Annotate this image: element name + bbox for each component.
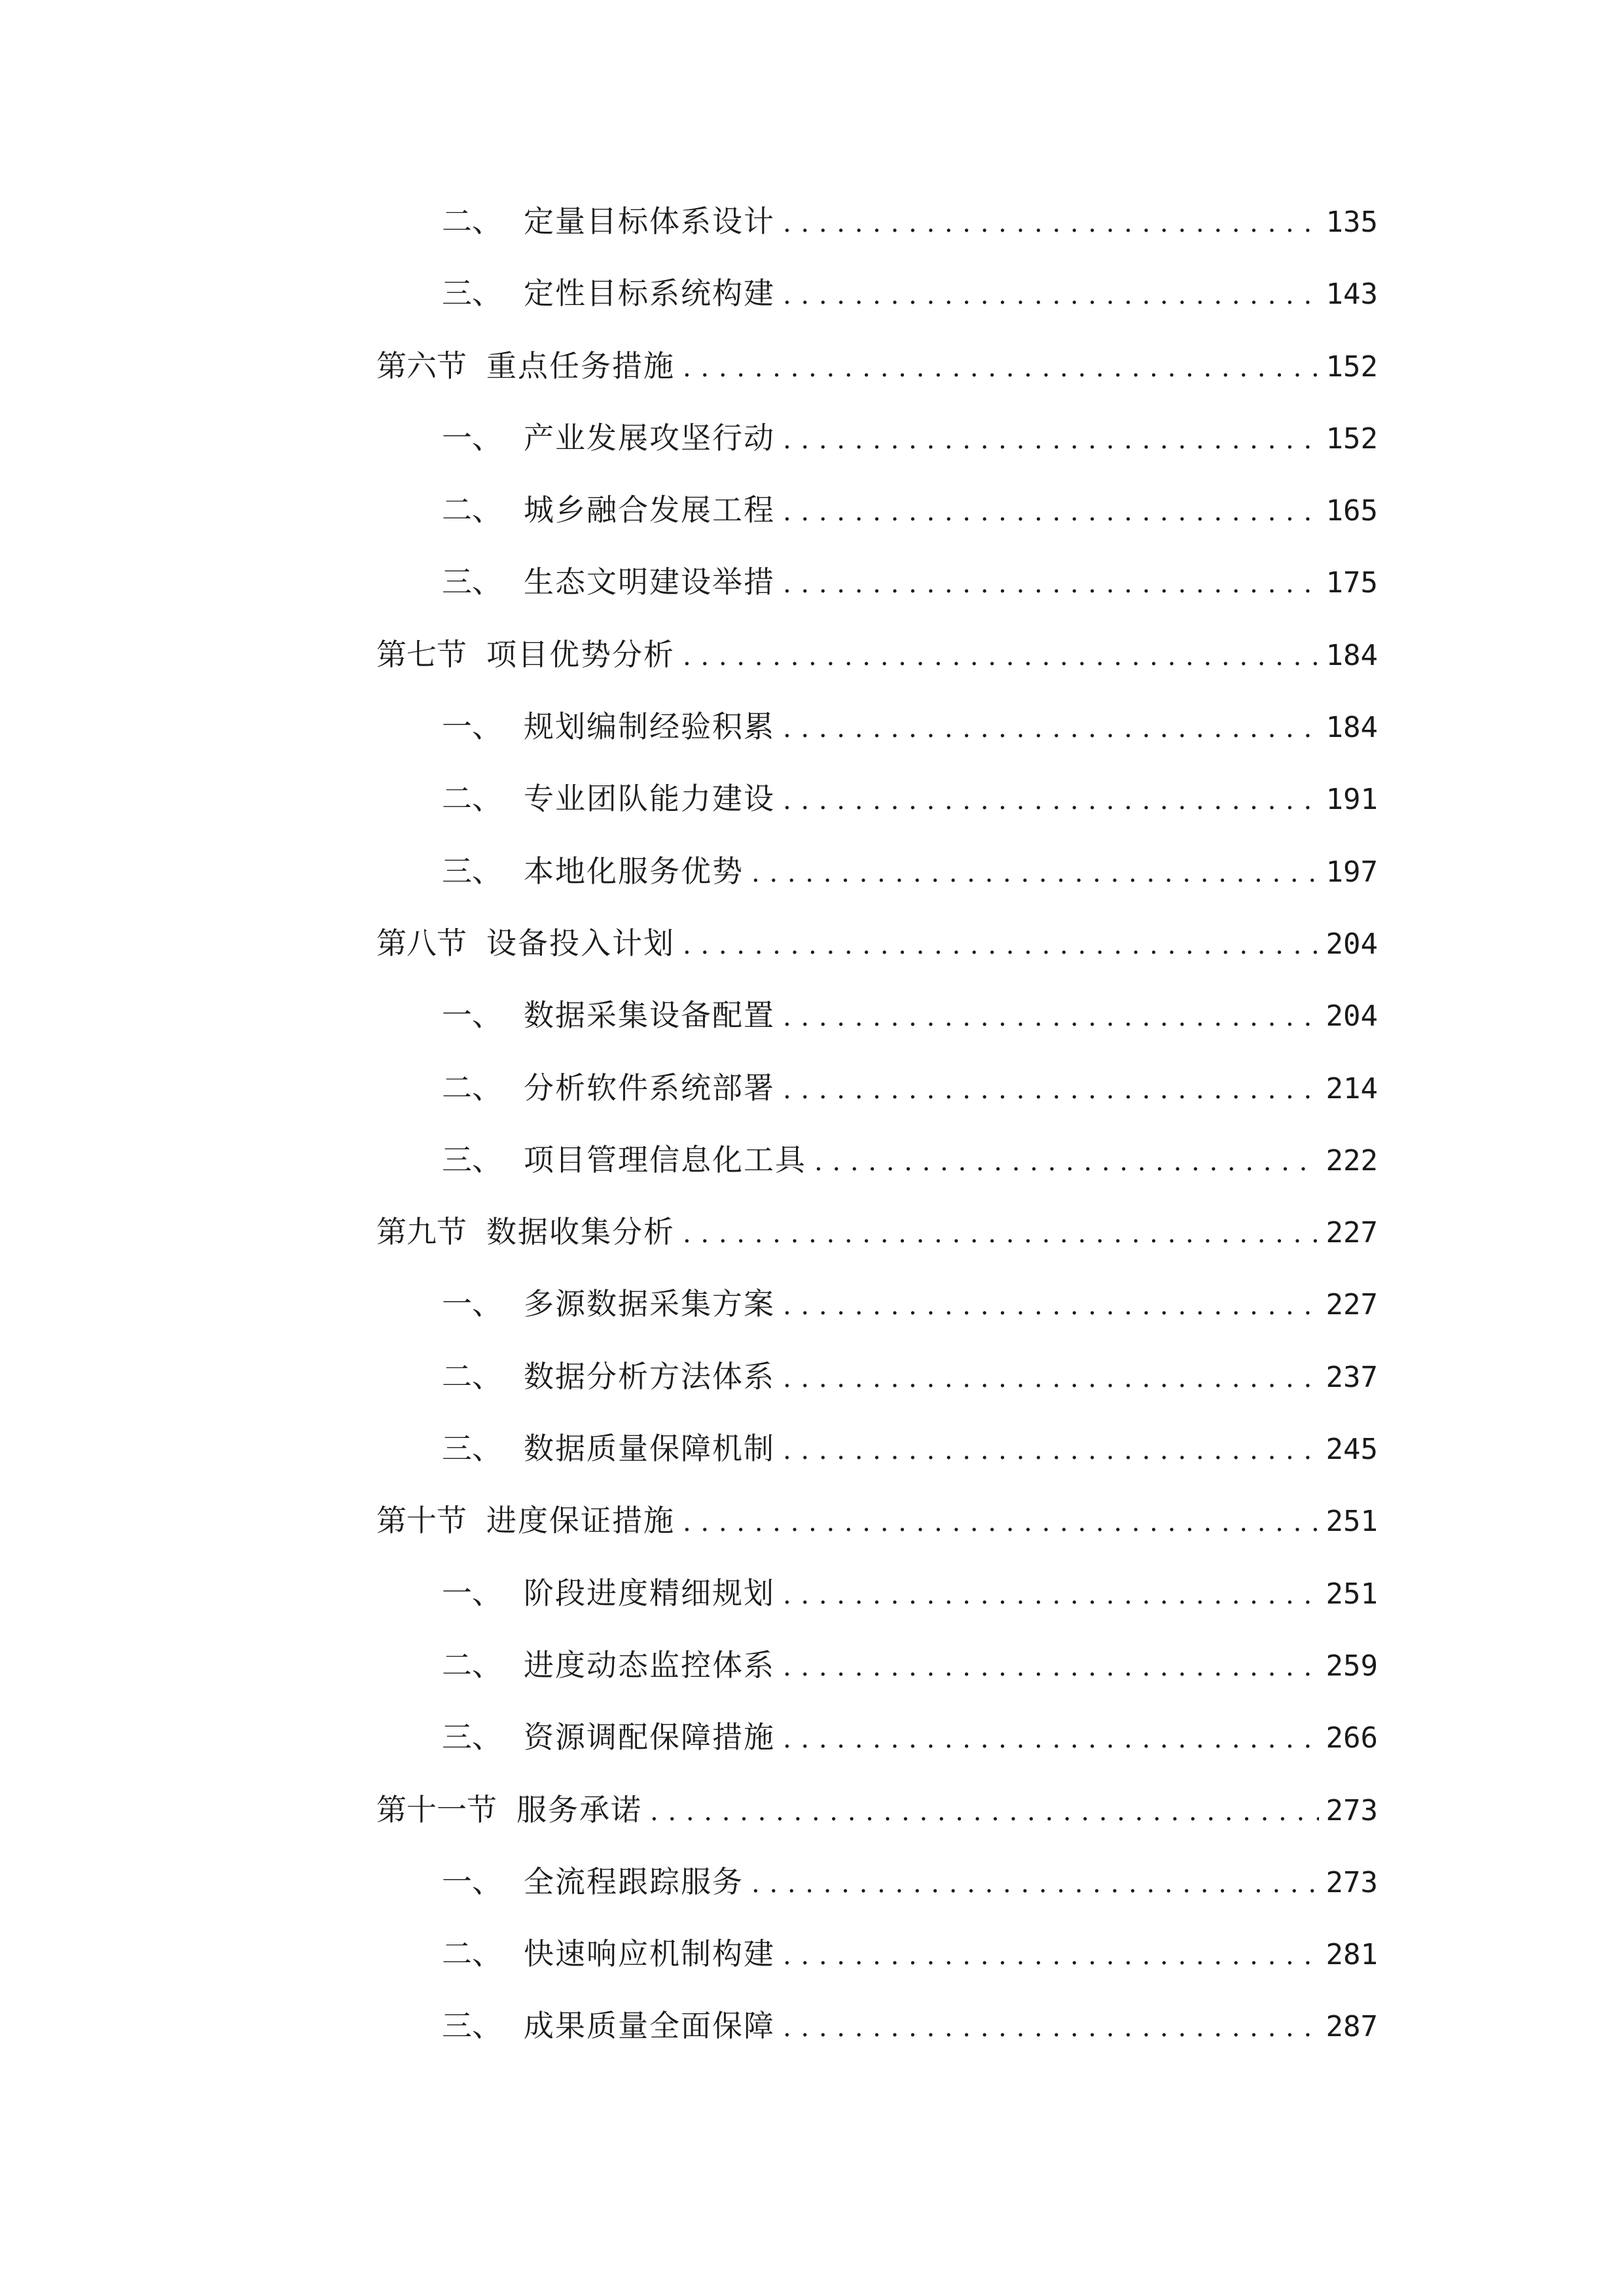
toc-dot-leader bbox=[783, 404, 1319, 476]
toc-entry-subsection[interactable] bbox=[376, 1701, 1378, 1773]
toc-dot-leader bbox=[783, 1342, 1319, 1414]
toc-entry-number: 二、 bbox=[442, 1069, 502, 1105]
toc-entry-number: 一、 bbox=[442, 1575, 502, 1611]
toc-entry-number: 三、 bbox=[442, 853, 502, 889]
toc-entry-title: 规划编制经验积累 bbox=[524, 709, 775, 745]
toc-entry-title: 产业发展攻坚行动 bbox=[524, 420, 775, 456]
toc-entry-title: 数据质量保障机制 bbox=[524, 1431, 775, 1467]
toc-entry-title: 成果质量全面保障 bbox=[524, 2008, 775, 2044]
toc-dot-leader bbox=[683, 1486, 1319, 1558]
toc-entry-subsection[interactable] bbox=[376, 257, 1378, 329]
toc-entry-title: 多源数据采集方案 bbox=[524, 1286, 775, 1322]
toc-entry-number: 第十一节 bbox=[376, 1791, 497, 1827]
toc-entry-title: 定性目标系统构建 bbox=[524, 276, 775, 312]
toc-entry-page-number: 214 bbox=[1326, 1071, 1378, 1105]
toc-entry-number: 二、 bbox=[442, 1647, 502, 1683]
toc-entry-subsection[interactable] bbox=[376, 1412, 1378, 1484]
toc-entry-number: 三、 bbox=[442, 2008, 502, 2044]
toc-entry-page-number: 204 bbox=[1326, 927, 1378, 961]
toc-entry-subsection[interactable] bbox=[376, 1990, 1378, 2062]
toc-entry-title: 进度保证措施 bbox=[486, 1503, 675, 1539]
toc-entry-number: 三、 bbox=[442, 1719, 502, 1755]
toc-entry-number: 三、 bbox=[442, 276, 502, 312]
toc-entry-number: 二、 bbox=[442, 1936, 502, 1972]
toc-entry-subsection[interactable] bbox=[376, 1124, 1378, 1196]
toc-entry-page-number: 273 bbox=[1326, 1793, 1378, 1827]
toc-entry-number: 三、 bbox=[442, 1141, 502, 1177]
toc-entry-subsection[interactable] bbox=[376, 1629, 1378, 1701]
toc-dot-leader bbox=[783, 1270, 1319, 1342]
toc-entry-page-number: 273 bbox=[1326, 1865, 1378, 1899]
toc-entry-section[interactable] bbox=[376, 1484, 1378, 1556]
toc-entry-page-number: 135 bbox=[1326, 206, 1378, 239]
toc-entry-section[interactable] bbox=[376, 619, 1378, 691]
toc-entry-page-number: 227 bbox=[1326, 1216, 1378, 1250]
toc-entry-page-number: 184 bbox=[1326, 711, 1378, 745]
toc-dot-leader bbox=[783, 476, 1319, 548]
toc-dot-leader bbox=[683, 1198, 1319, 1270]
toc-entry-page-number: 175 bbox=[1326, 566, 1378, 600]
toc-entry-page-number: 165 bbox=[1326, 494, 1378, 528]
toc-entry-number: 一、 bbox=[442, 420, 502, 456]
toc-entry-number: 三、 bbox=[442, 564, 502, 600]
toc-entry-subsection[interactable] bbox=[376, 835, 1378, 907]
toc-entry-title: 进度动态监控体系 bbox=[524, 1647, 775, 1683]
toc-entry-title: 数据分析方法体系 bbox=[524, 1358, 775, 1394]
toc-entry-number: 二、 bbox=[442, 492, 502, 528]
toc-entry-subsection[interactable] bbox=[376, 185, 1378, 257]
toc-entry-number: 一、 bbox=[442, 1286, 502, 1322]
toc-dot-leader bbox=[783, 981, 1319, 1053]
toc-entry-title: 项目优势分析 bbox=[486, 636, 675, 672]
toc-entry-title: 生态文明建设举措 bbox=[524, 564, 775, 600]
toc-entry-number: 一、 bbox=[442, 709, 502, 745]
toc-entry-title: 城乡融合发展工程 bbox=[524, 492, 775, 528]
toc-entry-section[interactable] bbox=[376, 907, 1378, 979]
toc-dot-leader bbox=[783, 187, 1319, 259]
toc-entry-subsection[interactable] bbox=[376, 979, 1378, 1051]
toc-entry-title: 服务承诺 bbox=[516, 1791, 642, 1827]
toc-entry-page-number: 281 bbox=[1326, 1938, 1378, 1972]
toc-entry-number: 二、 bbox=[442, 1358, 502, 1394]
toc-dot-leader bbox=[814, 1126, 1319, 1198]
toc-entry-title: 全流程跟踪服务 bbox=[524, 1863, 744, 1899]
toc-entry-page-number: 197 bbox=[1326, 855, 1378, 889]
toc-entry-page-number: 143 bbox=[1326, 278, 1378, 312]
toc-entry-number: 二、 bbox=[442, 781, 502, 817]
toc-entry-page-number: 251 bbox=[1326, 1577, 1378, 1611]
toc-entry-subsection[interactable] bbox=[376, 1340, 1378, 1412]
toc-entry-subsection[interactable] bbox=[376, 1557, 1378, 1629]
toc-dot-leader bbox=[783, 1631, 1319, 1703]
toc-entry-subsection[interactable] bbox=[376, 1268, 1378, 1340]
toc-entry-page-number: 266 bbox=[1326, 1721, 1378, 1755]
toc-dot-leader bbox=[783, 259, 1319, 331]
toc-entry-section[interactable] bbox=[376, 1196, 1378, 1268]
toc-entry-title: 快速响应机制构建 bbox=[524, 1936, 775, 1972]
toc-dot-leader bbox=[683, 620, 1319, 692]
toc-entry-page-number: 251 bbox=[1326, 1505, 1378, 1539]
toc-entry-title: 本地化服务优势 bbox=[524, 853, 744, 889]
toc-entry-page-number: 204 bbox=[1326, 999, 1378, 1033]
toc-entry-title: 重点任务措施 bbox=[486, 348, 675, 384]
toc-entry-title: 设备投入计划 bbox=[486, 925, 675, 961]
toc-entry-number: 第九节 bbox=[376, 1214, 467, 1250]
toc-entry-title: 数据收集分析 bbox=[486, 1214, 675, 1250]
toc-entry-page-number: 152 bbox=[1326, 422, 1378, 456]
toc-dot-leader bbox=[783, 1414, 1319, 1486]
toc-dot-leader bbox=[783, 1703, 1319, 1775]
toc-entry-title: 资源调配保障措施 bbox=[524, 1719, 775, 1755]
toc-dot-leader bbox=[783, 1054, 1319, 1126]
toc-entry-page-number: 245 bbox=[1326, 1433, 1378, 1467]
toc-entry-title: 专业团队能力建设 bbox=[524, 781, 775, 817]
toc-entry-number: 第六节 bbox=[376, 348, 467, 384]
toc-entry-subsection[interactable] bbox=[376, 546, 1378, 618]
toc-dot-leader bbox=[683, 332, 1319, 404]
toc-entry-page-number: 184 bbox=[1326, 638, 1378, 672]
toc-dot-leader bbox=[650, 1776, 1319, 1848]
toc-entry-page-number: 191 bbox=[1326, 783, 1378, 817]
toc-entry-subsection[interactable] bbox=[376, 691, 1378, 762]
toc-dot-leader bbox=[783, 1992, 1319, 2064]
toc-entry-section[interactable] bbox=[376, 1774, 1378, 1846]
toc-entry-number: 第八节 bbox=[376, 925, 467, 961]
toc-entry-section[interactable] bbox=[376, 330, 1378, 402]
toc-dot-leader bbox=[751, 837, 1319, 909]
toc-dot-leader bbox=[783, 692, 1319, 764]
toc-entry-page-number: 259 bbox=[1326, 1649, 1378, 1683]
toc-dot-leader bbox=[783, 764, 1319, 836]
toc-entry-subsection[interactable] bbox=[376, 762, 1378, 834]
toc-entry-page-number: 237 bbox=[1326, 1360, 1378, 1394]
toc-entry-page-number: 222 bbox=[1326, 1143, 1378, 1177]
toc-entry-title: 数据采集设备配置 bbox=[524, 997, 775, 1033]
toc-entry-number: 第十节 bbox=[376, 1503, 467, 1539]
toc-dot-leader bbox=[683, 909, 1319, 981]
toc-entry-title: 阶段进度精细规划 bbox=[524, 1575, 775, 1611]
toc-entry-page-number: 287 bbox=[1326, 2010, 1378, 2044]
toc-dot-leader bbox=[751, 1848, 1319, 1920]
toc-entry-title: 定量目标体系设计 bbox=[524, 204, 775, 239]
toc-entry-number: 一、 bbox=[442, 997, 502, 1033]
toc-dot-leader bbox=[783, 1920, 1319, 1992]
toc-entry-number: 一、 bbox=[442, 1863, 502, 1899]
toc-entry-subsection[interactable] bbox=[376, 1918, 1378, 1990]
toc-dot-leader bbox=[783, 1559, 1319, 1631]
toc-entry-title: 分析软件系统部署 bbox=[524, 1069, 775, 1105]
table-of-contents bbox=[376, 185, 1378, 2062]
toc-entry-number: 三、 bbox=[442, 1431, 502, 1467]
toc-entry-subsection[interactable] bbox=[376, 402, 1378, 474]
toc-entry-subsection[interactable] bbox=[376, 1846, 1378, 1918]
toc-entry-number: 第七节 bbox=[376, 636, 467, 672]
toc-dot-leader bbox=[783, 548, 1319, 620]
toc-entry-subsection[interactable] bbox=[376, 474, 1378, 546]
toc-entry-subsection[interactable] bbox=[376, 1052, 1378, 1124]
toc-entry-title: 项目管理信息化工具 bbox=[524, 1141, 806, 1177]
toc-entry-number: 二、 bbox=[442, 204, 502, 239]
toc-entry-page-number: 227 bbox=[1326, 1288, 1378, 1322]
toc-entry-page-number: 152 bbox=[1326, 350, 1378, 384]
